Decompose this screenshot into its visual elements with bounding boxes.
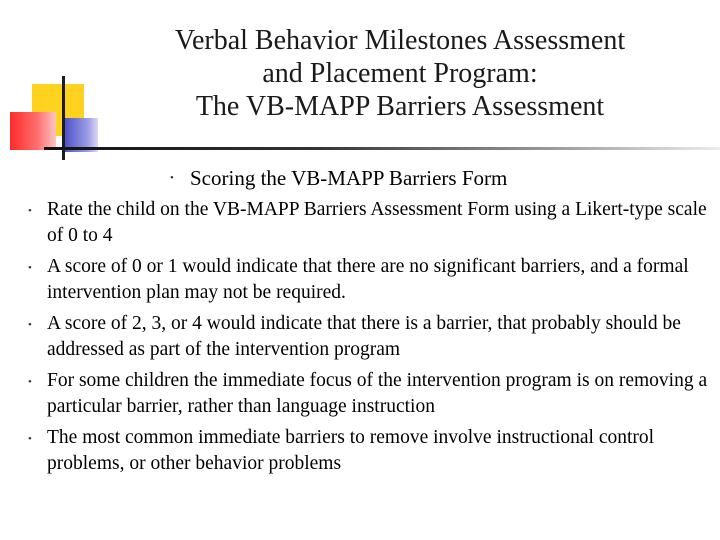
- list-item-text: Rate the child on the VB-MAPP Barriers Assessment Form using a Likert-type scale of 0 to 4: [47, 199, 707, 246]
- list-item: [22, 425, 712, 477]
- list-item: [22, 311, 712, 363]
- title-underline: [44, 147, 720, 150]
- list-item: [22, 197, 712, 249]
- subheading: Scoring the VB-MAPP Barriers Form: [190, 166, 508, 190]
- list-item-text: The most common immediate barriers to remove involve instructional control problems, or other behavior problems: [47, 427, 655, 474]
- bullet-icon: •: [28, 376, 32, 388]
- list-item-text: A score of 0 or 1 would indicate that there are no significant barriers, and a formal intervention plan may not be required.: [47, 256, 689, 303]
- bullet-list: [22, 197, 712, 482]
- list-item: [22, 254, 712, 306]
- list-item-text: A score of 2, 3, or 4 would indicate that there is a barrier, that probably should be addressed as part of the intervention program: [47, 313, 681, 360]
- list-item: [22, 368, 712, 420]
- slide-title: [120, 24, 680, 123]
- title-line-1: Verbal Behavior Milestones Assessment: [174, 25, 626, 56]
- bullet-icon: •: [28, 433, 32, 445]
- list-item-text: For some children the immediate focus of the intervention program is on removing a particular barrier, rather than language instruction: [47, 370, 708, 417]
- title-line-2: and Placement Program:: [262, 58, 538, 89]
- bullet-icon: •: [28, 319, 32, 331]
- title-line-3: The VB-MAPP Barriers Assessment: [195, 91, 605, 122]
- bullet-icon: •: [28, 205, 32, 217]
- decor-red-rectangle: [10, 112, 56, 150]
- bullet-icon: •: [28, 262, 32, 274]
- bullet-icon: •: [170, 172, 174, 184]
